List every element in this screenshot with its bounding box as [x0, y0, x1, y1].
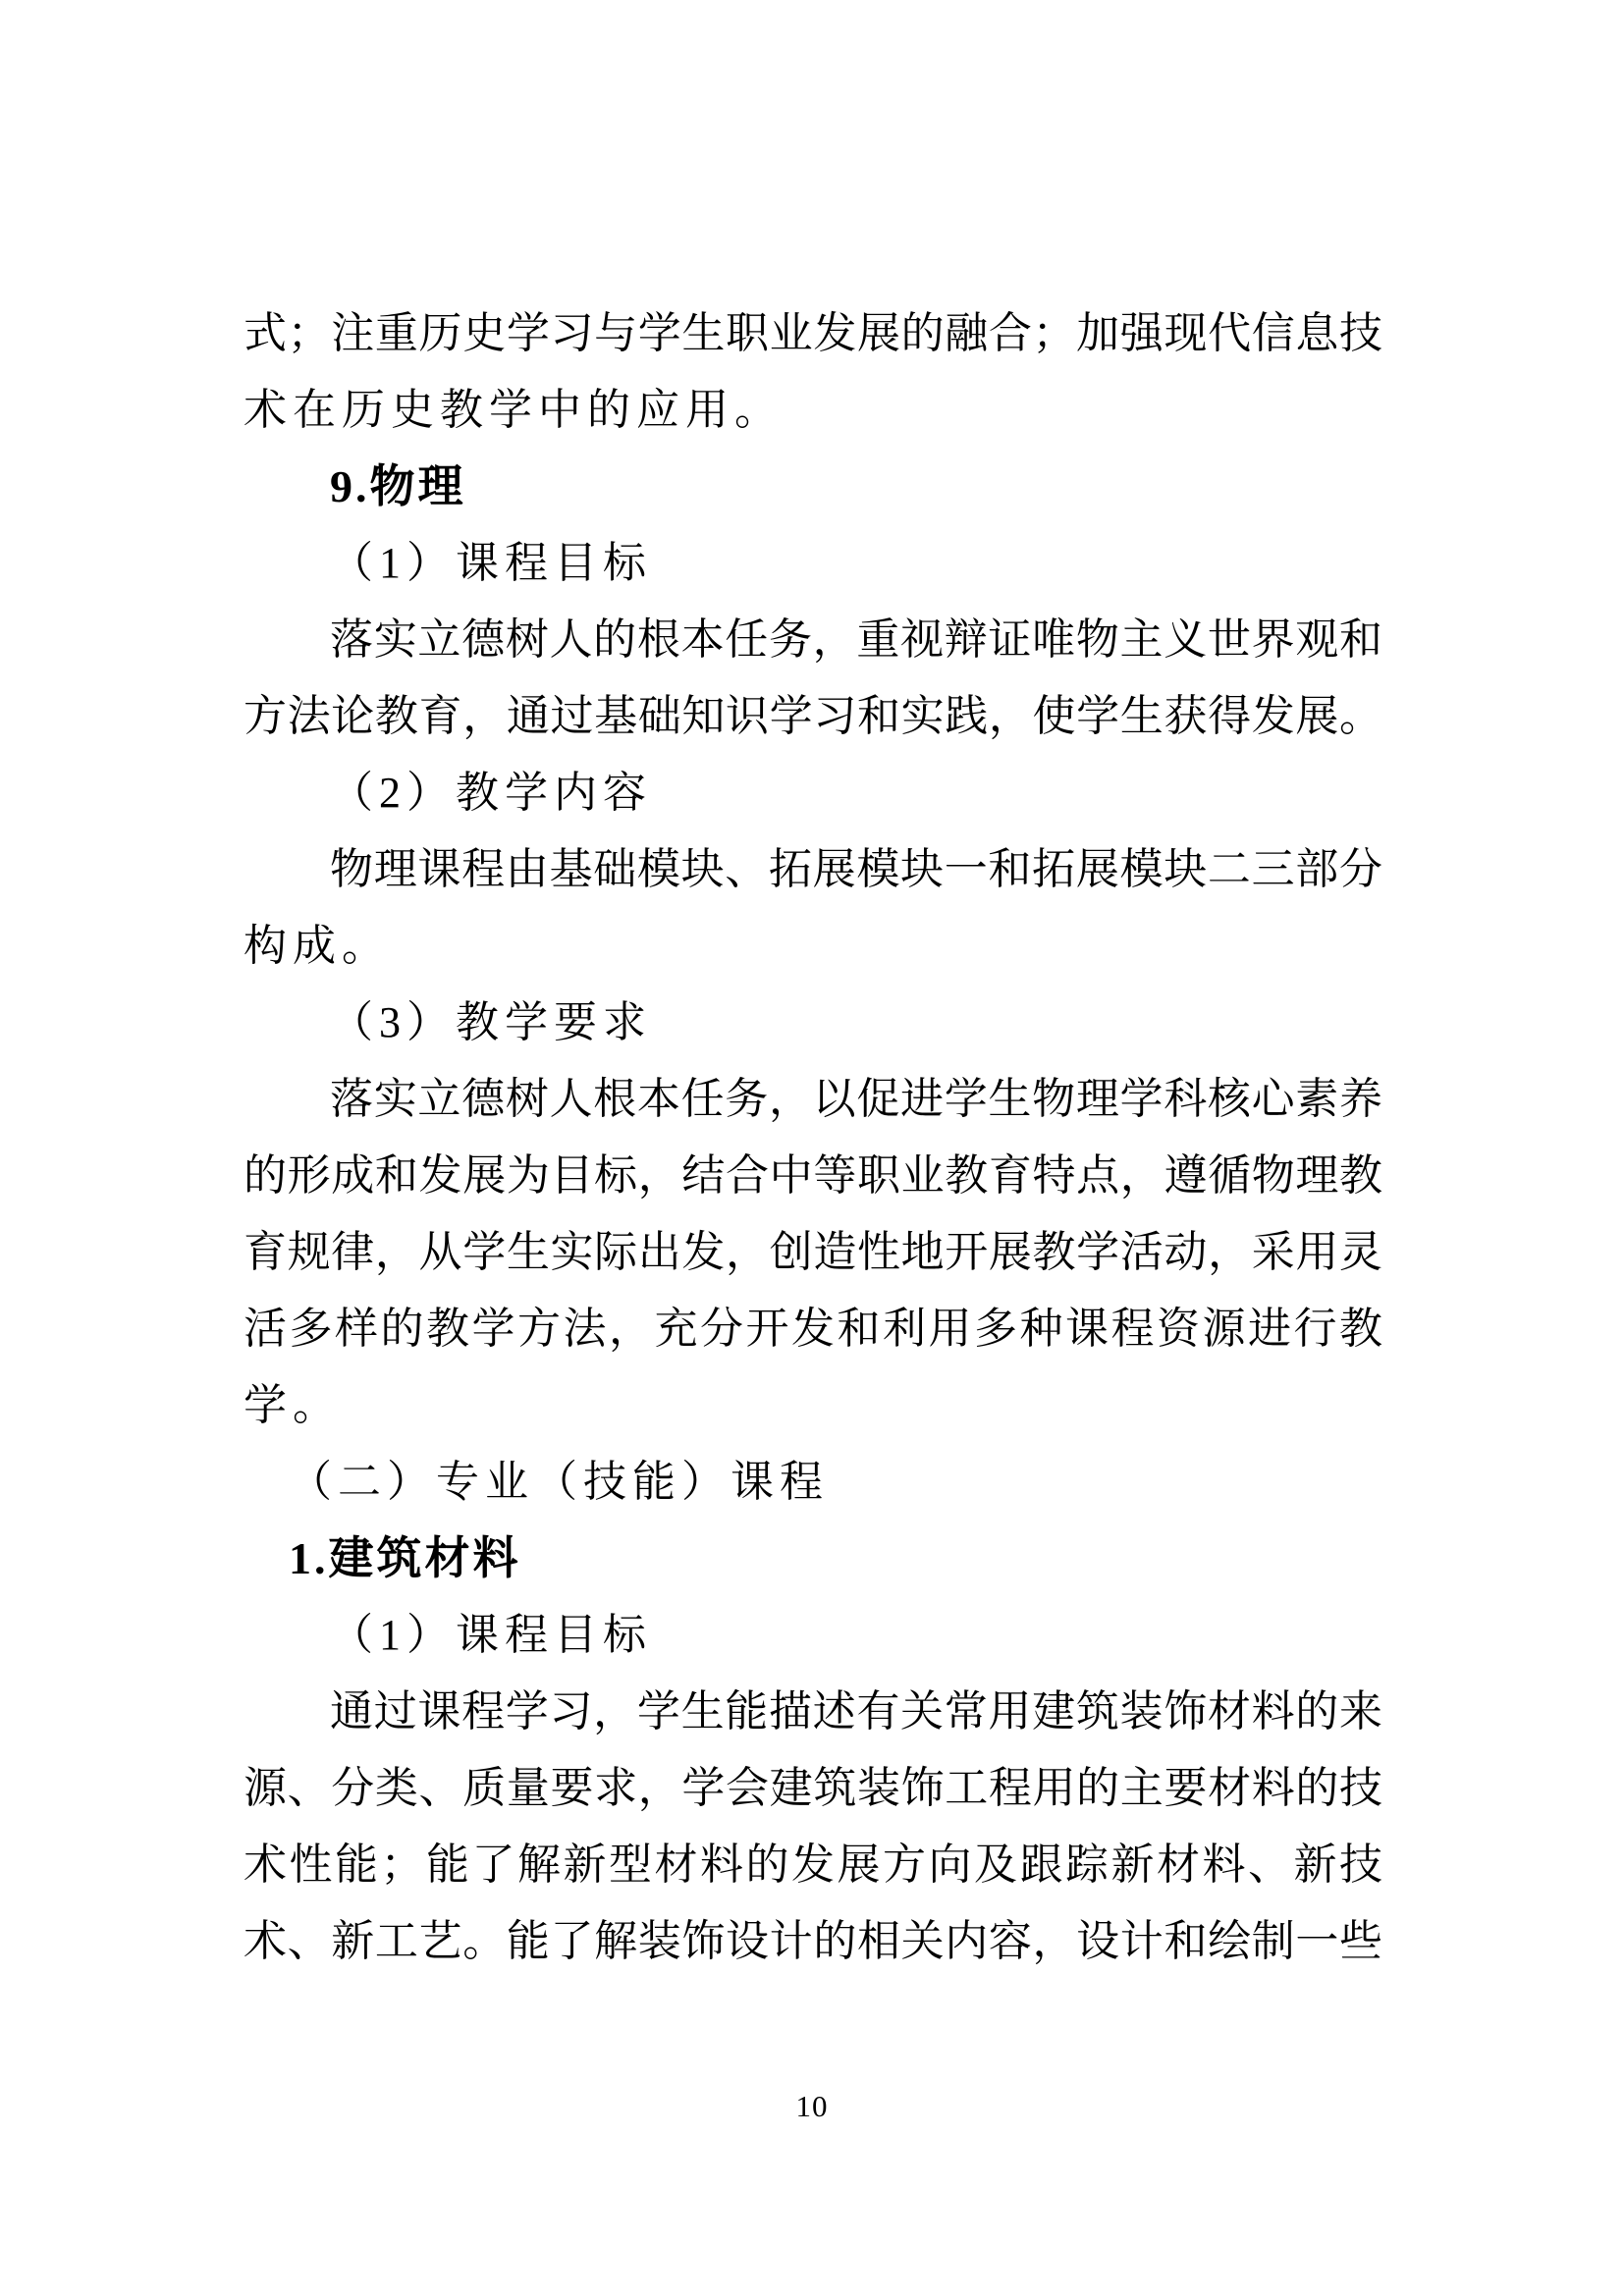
subheading-teaching-content: （2）教学内容: [330, 769, 652, 817]
doc-line: 落实立德树人的根本任务，重视辩证唯物主义世界观和: [330, 615, 1382, 664]
subheading-course-objectives: （1）课程目标: [330, 1611, 652, 1659]
subheading-teaching-requirements: （3）教学要求: [330, 998, 652, 1046]
text-column: [244, 295, 1382, 1980]
doc-line: 学。: [244, 1381, 342, 1429]
doc-line: 活多样的教学方法，充分开发和利用多种课程资源进行教: [244, 1305, 1382, 1353]
page-number: 10: [795, 2089, 829, 2123]
doc-line: 的形成和发展为目标，结合中等职业教育特点，遵循物理教: [244, 1151, 1382, 1200]
doc-line: 育规律，从学生实际出发，创造性地开展教学活动，采用灵: [244, 1228, 1382, 1276]
doc-line: 术、新工艺。能了解装饰设计的相关内容，设计和绘制一些: [244, 1917, 1382, 1965]
doc-line: 源、分类、质量要求，学会建筑装饰工程用的主要材料的技: [244, 1764, 1382, 1812]
doc-line: 通过课程学习，学生能描述有关常用建筑装饰材料的来: [330, 1687, 1382, 1735]
doc-line: 落实立德树人根本任务，以促进学生物理学科核心素养: [330, 1075, 1382, 1123]
doc-line: 式；注重历史学习与学生职业发展的融合；加强现代信息技: [244, 309, 1382, 357]
heading-physics: 9.物理: [330, 461, 466, 511]
doc-line: 方法论教育，通过基础知识学习和实践，使学生获得发展。: [244, 692, 1382, 740]
doc-line: 术在历史教学中的应用。: [244, 386, 784, 434]
doc-line: 术性能；能了解新型材料的发展方向及跟踪新材料、新技: [244, 1841, 1382, 1889]
heading-building-materials: 1.建筑材料: [289, 1533, 521, 1583]
subheading-course-objectives: （1）课程目标: [330, 539, 652, 587]
doc-line: 物理课程由基础模块、拓展模块一和拓展模块二三部分: [330, 845, 1382, 893]
heading-specialty-skill-courses: （二）专业（技能）课程: [289, 1458, 829, 1506]
doc-line: 构成。: [244, 922, 391, 970]
